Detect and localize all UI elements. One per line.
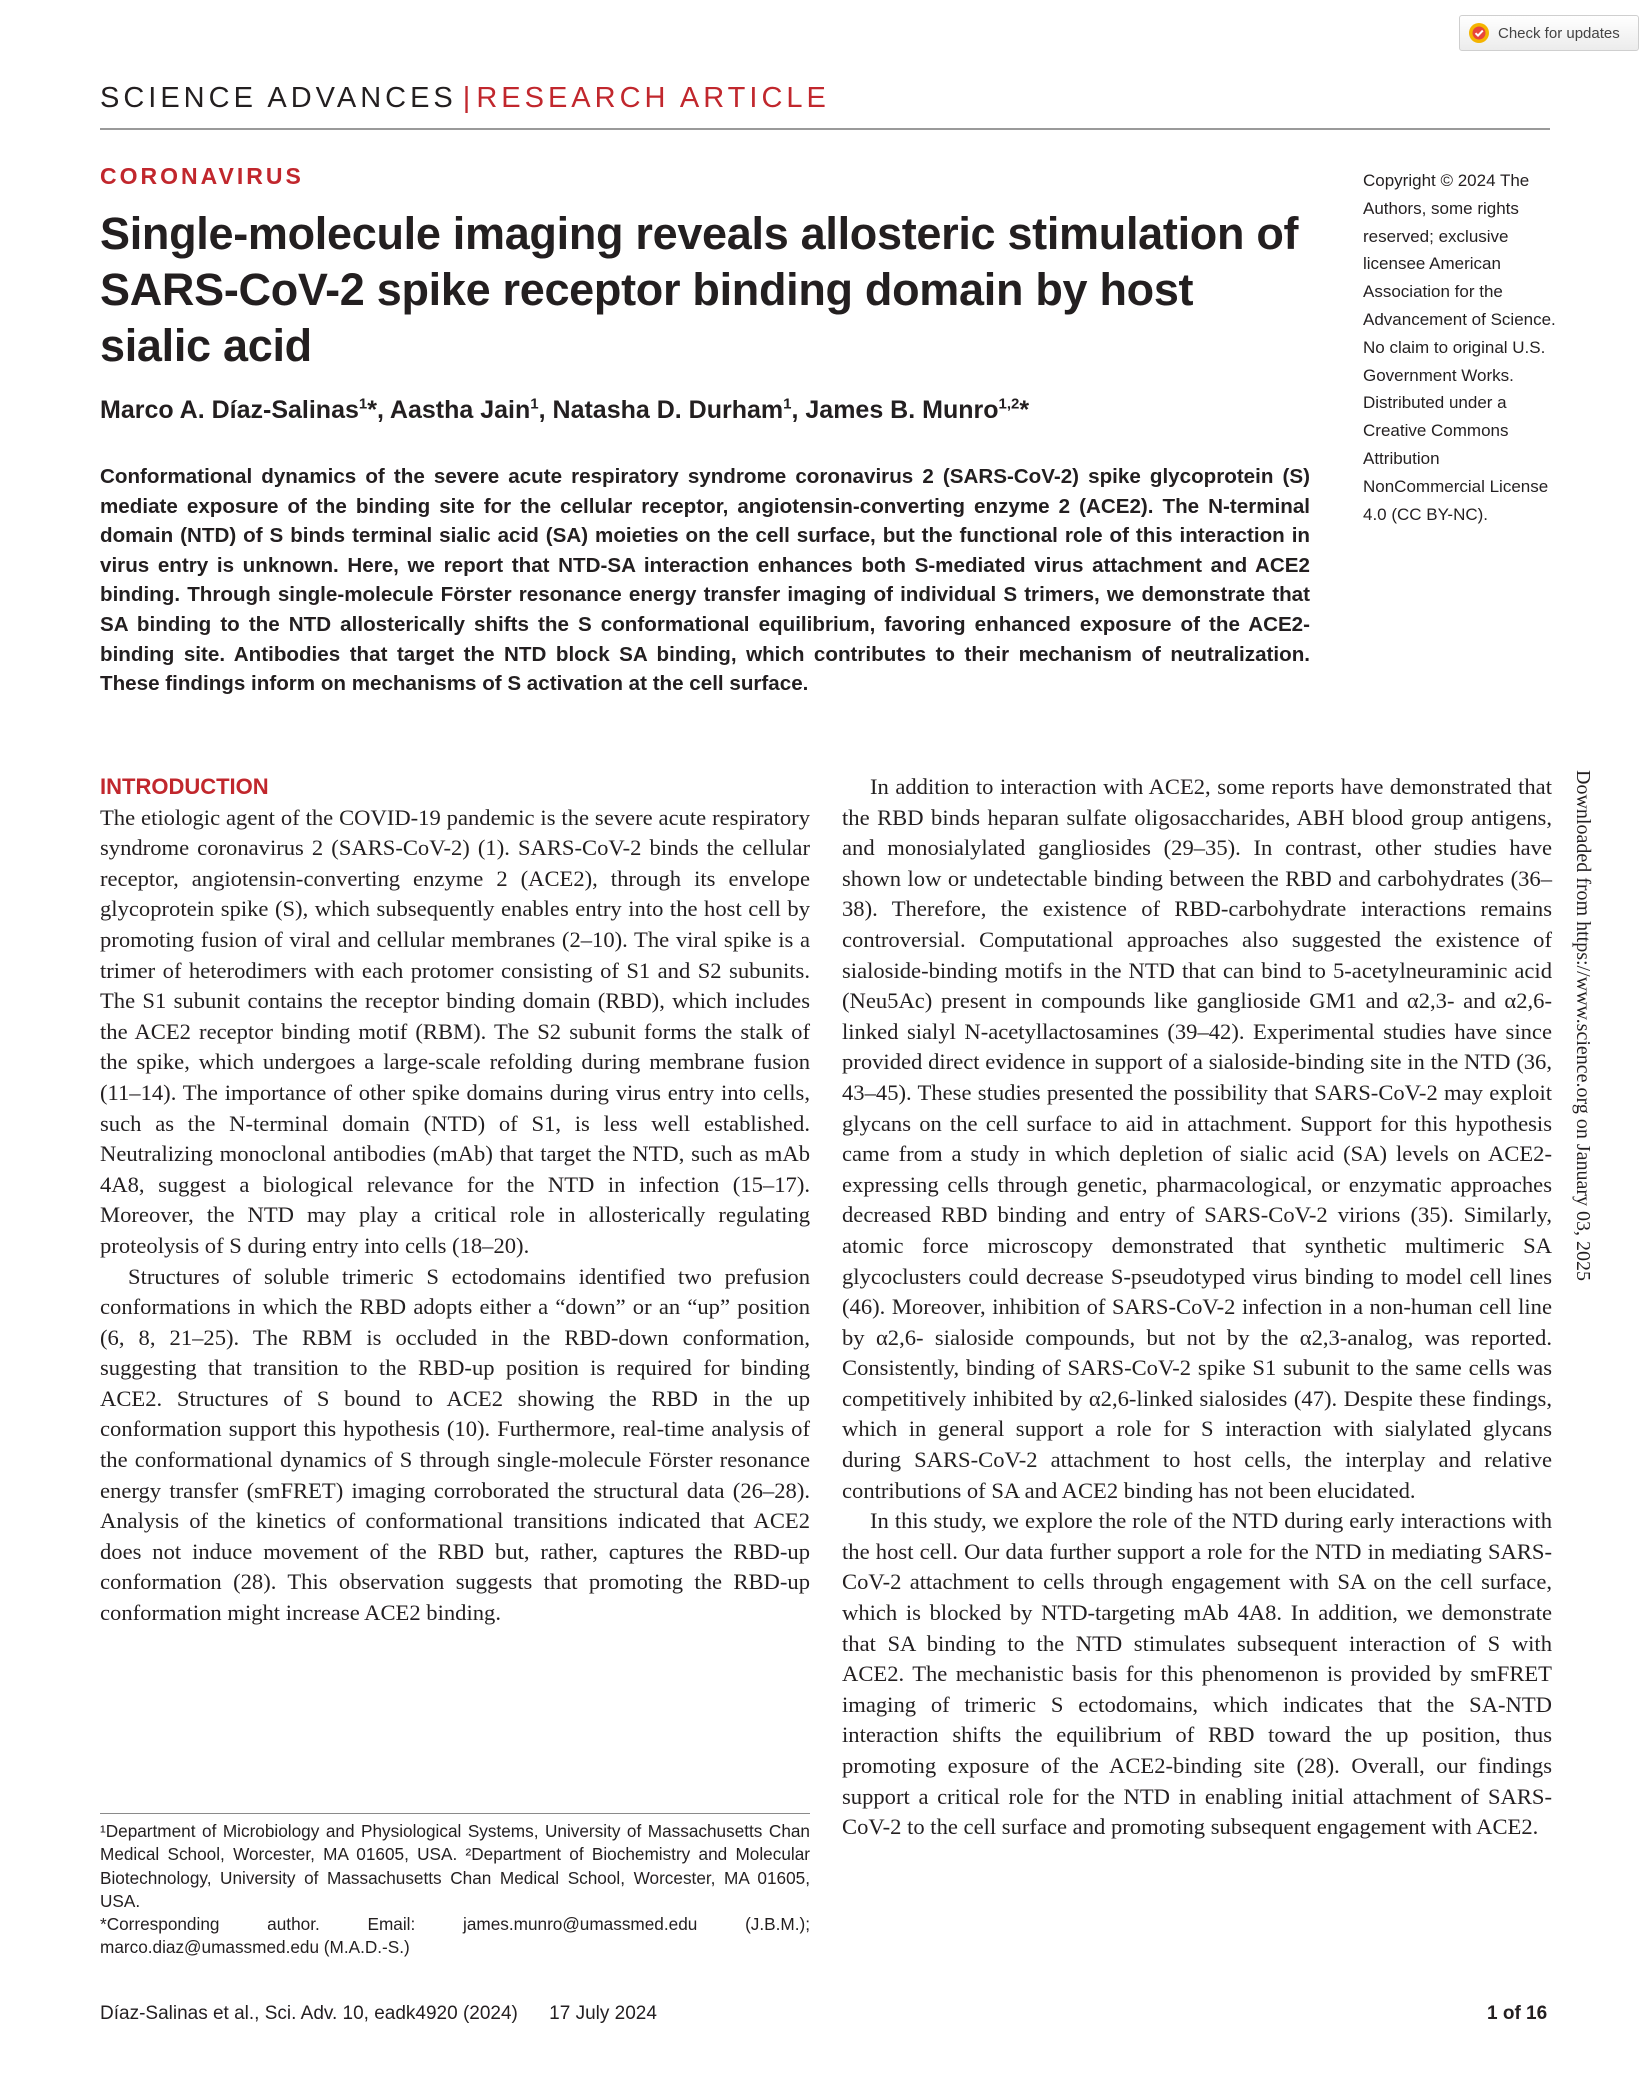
article-type: RESEARCH ARTICLE	[476, 82, 830, 114]
paragraph: Structures of soluble trimeric S ectodomains identified two prefusion conformations in which the RBD adopts either a “down” or an “up” position (6, 8, 21–25). The RBM is occluded in the RBD-down conformation, suggesting that transition to the RBD-up position is required for binding ACE2. Structures of S bound to ACE2 showing the RBD in the up conformation support this hypothesis (10). Furthermore, real-time analysis of the conformational dynamics of S through single-molecule Förster resonance energy transfer (smFRET) imaging corroborated the structural data (26–28). Analysis of the kinetics of conformational transitions indicated that ACE2 does not induce movement of the RBD but, rather, captures the RBD-up conformation (28). This observation suggests that promoting the RBD-up conformation might increase ACE2 binding.	[100, 1263, 810, 1626]
publication-date: 17 July 2024	[549, 2003, 657, 2024]
header-rule	[100, 128, 1550, 130]
corresponding-author-footnote: *Corresponding author. Email: james.munro@umassmed.edu (J.B.M.); marco.diaz@umassmed.edu (M.A.D.-S.)	[100, 1914, 810, 1958]
paragraph: In this study, we explore the role of the NTD during early interactions with the host cell. Our data further support a role for the NTD in mediating SARS-CoV-2 attachment to cells through engagement with SA on the cell surface, which is blocked by NTD-targeting mAb 4A8. In addition, we demonstrate that SA binding to the NTD stimulates subsequent interaction of S with ACE2. The mechanistic basis for this phenomenon is provided by smFRET imaging of trimeric S ectodomains, which indicates that the SA-NTD interaction shifts the equilibrium of RBD toward the up position, thus promoting exposure of the ACE2-binding site (28). Overall, our findings support a critical role for the NTD in enabling initial attachment of SARS-CoV-2 to the cell surface and promoting subsequent engagement with ACE2.	[842, 1508, 1552, 1840]
check-for-updates-icon	[1468, 22, 1490, 44]
author-1[interactable]: Marco A. Díaz-Salinas$^1$*,	[100, 396, 390, 425]
body-column-left	[100, 772, 810, 1629]
article-title: Single-molecule imaging reveals allosteric stimulation of SARS-CoV-2 spike receptor binding domain by host sialic acid	[100, 208, 1299, 371]
copyright-notice: Copyright © 2024 The Authors, some rights reserved; exclusive licensee American Association for the Advancement of Science. No claim to original U.S. Government Works. Distributed under a Creative Commons Attribution NonCommercial License 4.0 (CC BY-NC).	[1363, 171, 1556, 524]
subject-category: CORONAVIRUS	[100, 163, 304, 189]
author-4[interactable]: James B. Munro$^{1,2}$*	[805, 396, 1030, 425]
page-number: 1 of 16	[1487, 2003, 1548, 2024]
author-list	[100, 396, 1029, 425]
author-3[interactable]: Natasha D. Durham$^1$,	[552, 396, 806, 425]
footnote-rule	[100, 1813, 810, 1814]
header-separator: |	[462, 82, 471, 114]
check-for-updates-label: Check for updates	[1498, 24, 1620, 42]
check-for-updates-badge[interactable]	[1459, 15, 1639, 51]
author-2[interactable]: Aastha Jain$^1$,	[389, 396, 553, 425]
journal-header	[100, 82, 830, 115]
paragraph: In addition to interaction with ACE2, some reports have demonstrated that the RBD binds heparan sulfate oligosaccharides, ABH blood group antigens, and monosialylated gangliosides (29–35). In contrast, other studies have shown low or undetectable binding between the RBD and carbohydrates (36–38). Therefore, the existence of RBD-carbohydrate interactions remains controversial. Computational approaches also suggested the existence of sialoside-binding motifs in the NTD that can bind to 5-acetylneuraminic acid (Neu5Ac) present in compounds like ganglioside GM1 and α2,3- and α2,6-linked sialyl N-acetyllactosamines (39–42). Experimental studies have since provided direct evidence in support of a sialoside-binding site in the NTD (36, 43–45). These studies presented the possibility that SARS-CoV-2 may exploit glycans on the cell surface to aid in attachment. Support for this hypothesis came from a study in which depletion of sialic acid (SA) levels on ACE2-expressing cells through genetic, pharmacological, or enzymatic approaches decreased RBD binding and entry of SARS-CoV-2 virions (35). Similarly, atomic force microscopy demonstrated that synthetic multimeric SA glycoclusters could decrease S-pseudotyped virus binding to model cell lines (46). Moreover, inhibition of SARS-CoV-2 infection in a non-human cell line by α2,6- sialoside compounds, but not by the α2,3-analog, was reported. Consistently, binding of SARS-CoV-2 spike S1 subunit to the same cells was competitively inhibited by α2,6-linked sialosides (47). Despite these findings, which in general support a role for S interaction with sialylated glycans during SARS-CoV-2 attachment to host cells, the interplay and relative contributions of SA and ACE2 binding has not been elucidated.	[842, 774, 1552, 1503]
download-side-note-text: Downloaded from https://www.science.org on January 03, 2025	[1572, 770, 1594, 1282]
footnotes	[100, 1820, 810, 1960]
paragraph: The etiologic agent of the COVID-19 pandemic is the severe acute respiratory syndrome coronavirus 2 (SARS-CoV-2) (1). SARS-CoV-2 binds the cellular receptor, angiotensin-converting enzyme 2 (ACE2), through its envelope glycoprotein spike (S), which subsequently enables entry into the host cell by promoting fusion of viral and cellular membranes (2–10). The viral spike is a trimer of heterodimers with each protomer consisting of S1 and S2 subunits. The S1 subunit contains the receptor binding domain (RBD), which includes the ACE2 receptor binding motif (RBM). The S2 subunit forms the stalk of the spike, which undergoes a large-scale refolding during membrane fusion (11–14). The importance of other spike domains during virus entry into cells, such as the N-terminal domain (NTD) of S1, is less well established. Neutralizing monoclonal antibodies (mAb) that target the NTD, such as mAb 4A8, suggest a biological relevance for the NTD in infection (15–17). Moreover, the NTD may play a critical role in allosterically regulating proteolysis of S during entry into cells (18–20).	[100, 804, 810, 1258]
download-side-note	[1564, 770, 1594, 1330]
body-column-right	[842, 772, 1552, 1843]
abstract: Conformational dynamics of the severe acute respiratory syndrome coronavirus 2 (SARS-CoV-2) spike glycoprotein (S) mediate exposure of the binding site for the cellular receptor, angiotensin-converting enzyme 2 (ACE2). The N-terminal domain (NTD) of S binds terminal sialic acid (SA) moieties on the cell surface, but the functional role of this interaction in virus entry is unknown. Here, we report that NTD-SA interaction enhances both S-mediated virus attachment and ACE2 binding. Through single-molecule Förster resonance energy transfer imaging of individual S trimers, we demonstrate that SA binding to the NTD allosterically shifts the S conformational equilibrium, favoring enhanced exposure of the ACE2-binding site. Antibodies that target the NTD block SA binding, which contributes to their mechanism of neutralization. These findings inform on mechanisms of S activation at the cell surface.	[100, 465, 1310, 696]
citation-text: Díaz-Salinas et al., Sci. Adv. 10, eadk4920 (2024)	[100, 2003, 518, 2024]
journal-name: SCIENCE ADVANCES	[100, 82, 457, 114]
footer-citation	[100, 2003, 657, 2025]
affiliations-footnote: ¹Department of Microbiology and Physiological Systems, University of Massachusetts Chan Medical School, Worcester, MA 01605, USA. ²Department of Biochemistry and Molecular Biotechnology, University of Massachusetts Chan Medical School, Worcester, MA 01605, USA.	[100, 1821, 810, 1911]
section-heading-introduction: INTRODUCTION	[100, 774, 269, 799]
